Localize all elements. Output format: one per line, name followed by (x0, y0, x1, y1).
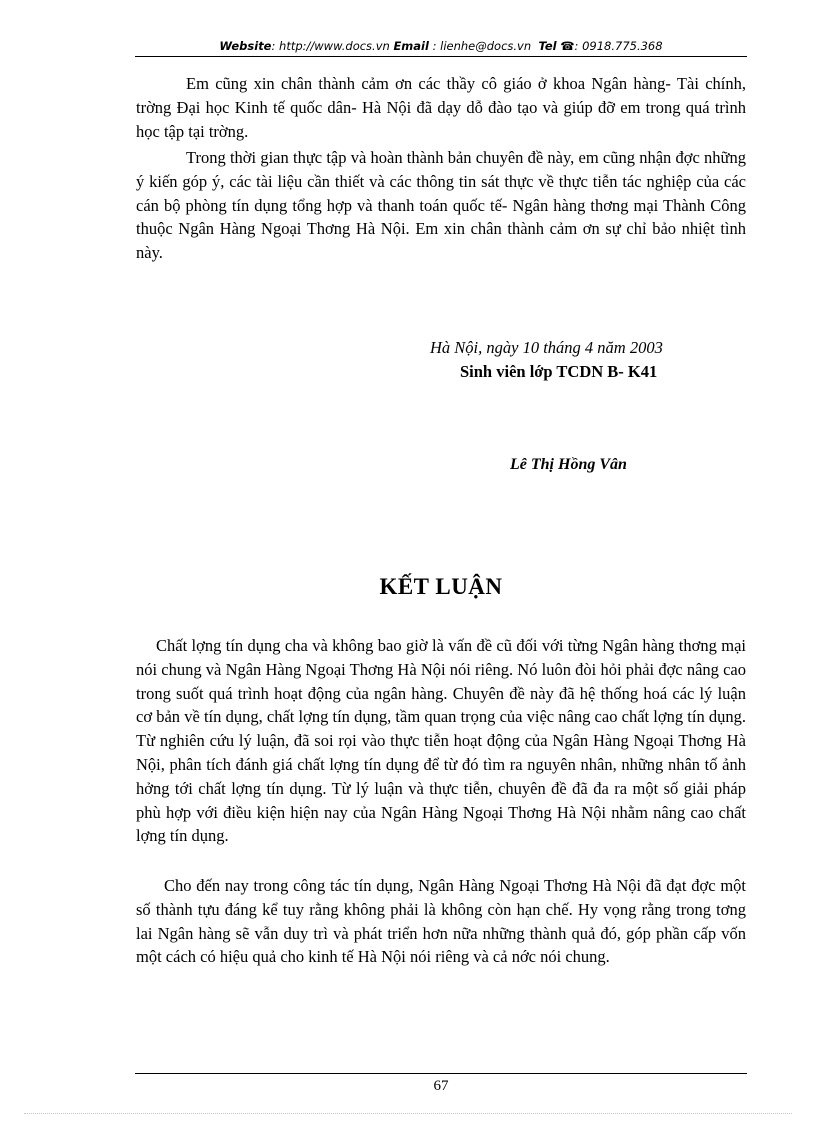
email-value: : lienhe@docs.vn (428, 39, 532, 53)
conclusion-title: KẾT LUẬN (379, 574, 503, 599)
signature-date: Hà Nội, ngày 10 tháng 4 năm 2003 (430, 338, 663, 357)
footer-divider (135, 1073, 747, 1074)
phone-icon: ☎ (560, 39, 575, 53)
tel-value: : 0918.775.368 (574, 39, 663, 53)
page-number: 67 (433, 1078, 449, 1094)
page-header (135, 36, 747, 57)
email-label: Email (393, 39, 429, 53)
website-label: Website (219, 39, 272, 53)
conclusion-paragraph-2: Cho đến nay trong công tác tín dụng, Ngân Hàng Ngoại Thơng Hà Nội đã đạt đợc một số thành tựu đáng kể tuy rằng không phải là không còn hạn chế. Hy vọng rằng trong tơng lai Ngân hàng sẽ vẫn duy trì và phát triển hơn nữa những thành quả đó, góp phần cấp vốn một cách có hiệu quả cho kinh tế Hà Nội nói riêng và cả nớc nói chung. (136, 876, 746, 967)
tel-label: Tel (538, 39, 557, 53)
student-class: Sinh viên lớp TCDN B- K41 (460, 362, 658, 381)
author-name: Lê Thị Hồng Vân (510, 456, 627, 473)
acknowledgment-paragraph-1: Em cũng xin chân thành cảm ơn các thầy cô giáo ở khoa Ngân hàng- Tài chính, trờng Đại học Kinh tế quốc dân- Hà Nội đã dạy dỗ đào tạo và giúp đỡ em trong quá trình học tập tại trờng. (136, 74, 746, 141)
conclusion-paragraph-1: Chất lợng tín dụng cha và không bao giờ là vấn đề cũ đối với từng Ngân hàng thơng mại nói chung và Ngân Hàng Ngoại Thơng Hà Nội nói riêng. Nó luôn đòi hỏi phải đợc nâng cao trong suốt quá trình hoạt động của ngân hàng. Chuyên đề này đã hệ thống hoá các lý luận cơ bản về tín dụng, chất lợng tín dụng, tầm quan trọng của việc nâng cao chất lợng tín dụng. Từ nghiên cứu lý luận, đã soi rọi vào thực tiễn hoạt động của Ngân Hàng Ngoại Thơng Hà Nội, phân tích đánh giá chất lợng tín dụng để từ đó tìm ra nguyên nhân, những nhân tố ảnh hởng tới chất lợng tín dụng. Từ lý luận và thực tiễn, chuyên đề đã đa ra một số giải pháp phù hợp với điều kiện hiện nay của Ngân Hàng Ngoại Thơng Hà Nội nhằm nâng cao chất lợng tín dụng. (136, 636, 746, 846)
page-edge-dotted-line (24, 1113, 792, 1114)
acknowledgment-paragraph-2: Trong thời gian thực tập và hoàn thành bản chuyên đề này, em cũng nhận đợc những ý kiến góp ý, các tài liệu cần thiết và các thông tin sát thực về thực tiễn tác nghiệp của các cán bộ phòng tín dụng tổng hợp và thanh toán quốc tế- Ngân hàng thơng mại Thành Công thuộc Ngân Hàng Ngoại Thơng Hà Nội. Em xin chân thành cảm ơn sự chỉ bảo nhiệt tình này. (136, 148, 746, 263)
website-value: : http://www.docs.vn (271, 39, 390, 53)
